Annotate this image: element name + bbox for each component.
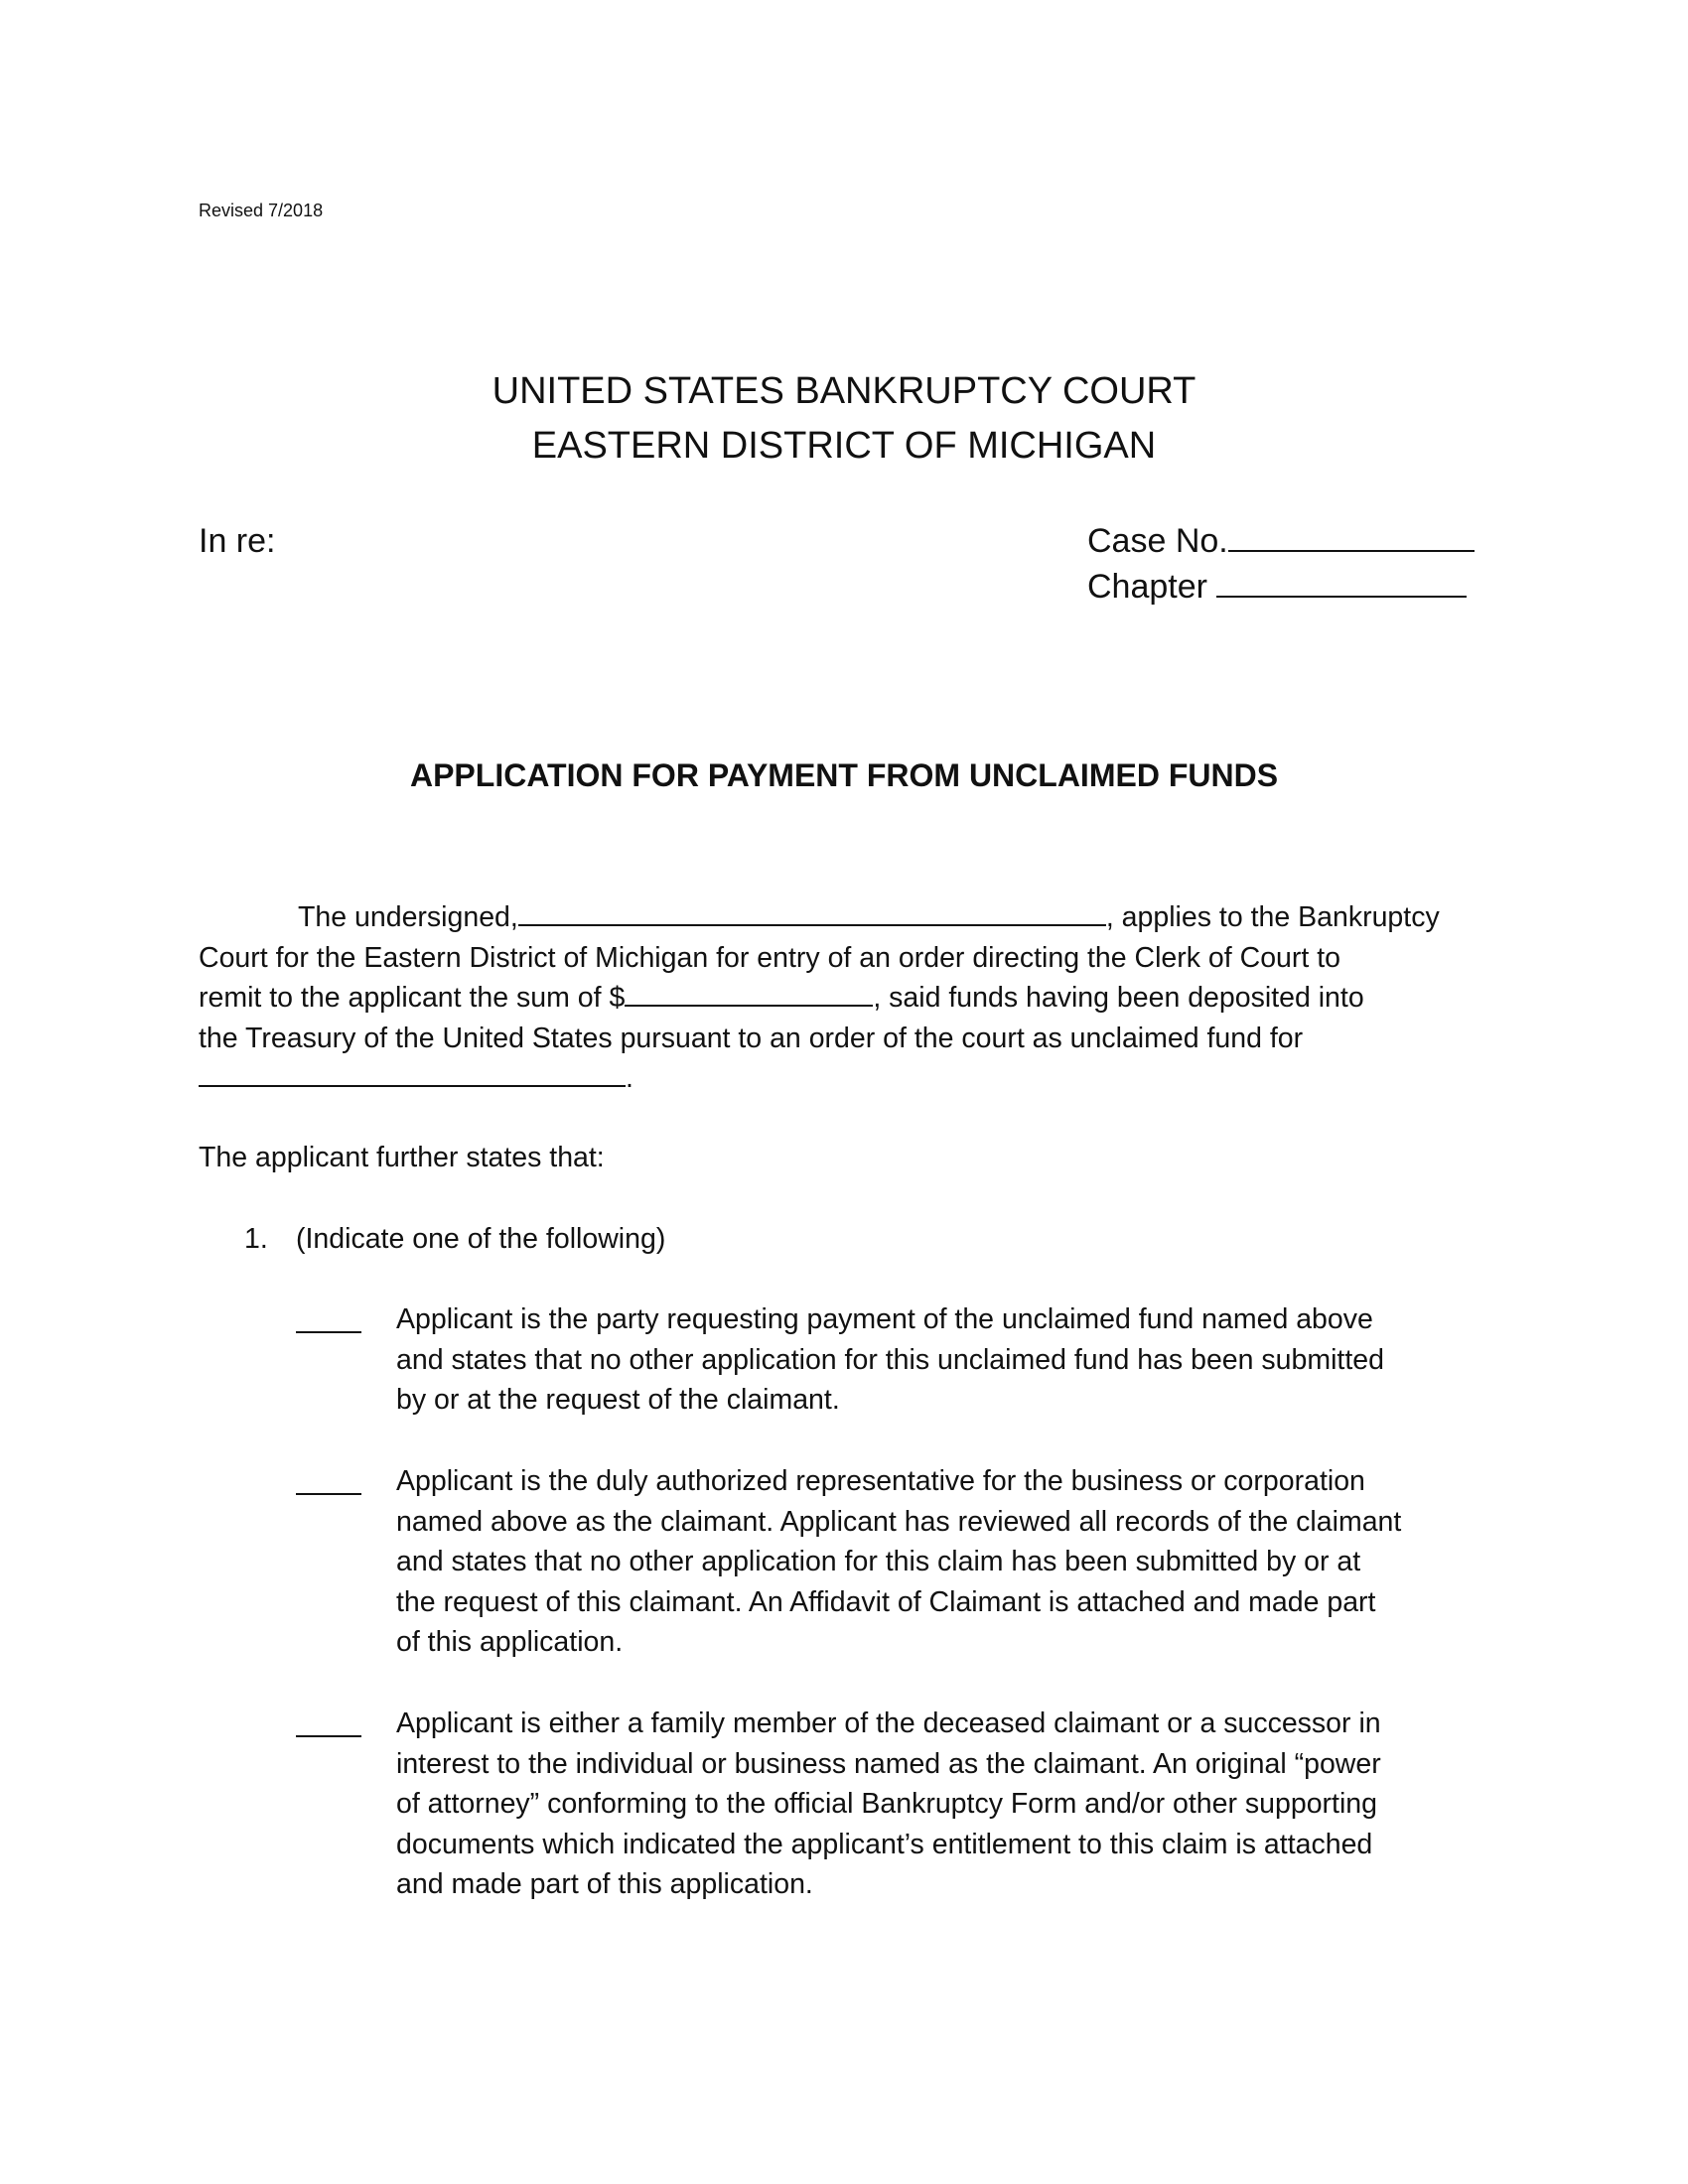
option-line: named above as the claimant. Applicant has reviewed all records of the claimant <box>396 1505 1402 1538</box>
chapter-field[interactable] <box>1216 566 1467 598</box>
intro-line: Court for the Eastern District of Michigan for entry of an order directing the Clerk of Court to <box>199 941 1340 974</box>
intro-line <box>199 978 1489 1019</box>
option-line: of this application. <box>396 1626 624 1659</box>
option-checkbox-line[interactable] <box>296 1709 361 1737</box>
option-text <box>396 1704 1508 1905</box>
item-number: 1. <box>244 1223 268 1255</box>
option-text <box>396 1299 1508 1421</box>
intro-text: , said funds having been deposited into <box>873 982 1364 1014</box>
in-re-label: In re: <box>199 522 276 560</box>
intro-line <box>199 1058 1489 1099</box>
intro-text: , applies to the Bankruptcy <box>1105 901 1440 933</box>
revised-date: Revised 7/2018 <box>199 201 324 220</box>
option-line: by or at the request of the claimant. <box>396 1384 840 1417</box>
court-district: EASTERN DISTRICT OF MICHIGAN <box>531 425 1157 467</box>
option-checkbox-line[interactable] <box>296 1305 361 1333</box>
option-text <box>396 1461 1508 1663</box>
option-line: of attorney” conforming to the official Bankruptcy Form and/or other supporting <box>396 1788 1377 1821</box>
intro-text: . <box>626 1062 633 1094</box>
option-line: and states that no other application for this unclaimed fund has been submitted <box>396 1343 1384 1376</box>
item-instruction: (Indicate one of the following) <box>296 1223 666 1255</box>
case-info <box>1087 518 1475 610</box>
unclaimed-fund-for-field[interactable] <box>199 1058 626 1087</box>
chapter-label: Chapter <box>1087 568 1207 606</box>
option-line: and made part of this application. <box>396 1868 813 1901</box>
option-line: interest to the individual or business named as the claimant. An original “power <box>396 1747 1381 1780</box>
option-line: the request of this claimant. An Affidavit of Claimant is attached and made part <box>396 1585 1376 1618</box>
intro-paragraph <box>199 897 1489 1099</box>
option-checkbox-line[interactable] <box>296 1467 361 1495</box>
court-name: UNITED STATES BANKRUPTCY COURT <box>492 370 1196 412</box>
option-line: documents which indicated the applicant’s entitlement to this claim is attached <box>396 1828 1373 1860</box>
option-line: Applicant is either a family member of the deceased claimant or a successor in <box>396 1707 1381 1739</box>
intro-line <box>199 897 1489 938</box>
applicant-name-field[interactable] <box>518 897 1106 926</box>
further-states: The applicant further states that: <box>199 1142 605 1173</box>
chapter-row <box>1087 564 1475 610</box>
option-line: and states that no other application for this claim has been submitted by or at <box>396 1546 1361 1578</box>
option-line: Applicant is the party requesting payment of the unclaimed fund named above <box>396 1303 1373 1335</box>
intro-text: The undersigned, <box>298 901 518 933</box>
case-number-label: Case No. <box>1087 522 1228 560</box>
intro-line: the Treasury of the United States pursuant to an order of the court as unclaimed fund for <box>199 1022 1304 1054</box>
form-title: APPLICATION FOR PAYMENT FROM UNCLAIMED FUNDS <box>409 757 1279 793</box>
amount-field[interactable] <box>625 978 873 1007</box>
case-number-field[interactable] <box>1228 520 1475 552</box>
option-line: Applicant is the duly authorized representative for the business or corporation <box>396 1465 1365 1497</box>
intro-text: remit to the applicant the sum of $ <box>199 982 626 1014</box>
item-1 <box>244 1219 665 1259</box>
case-number-row <box>1087 518 1475 564</box>
